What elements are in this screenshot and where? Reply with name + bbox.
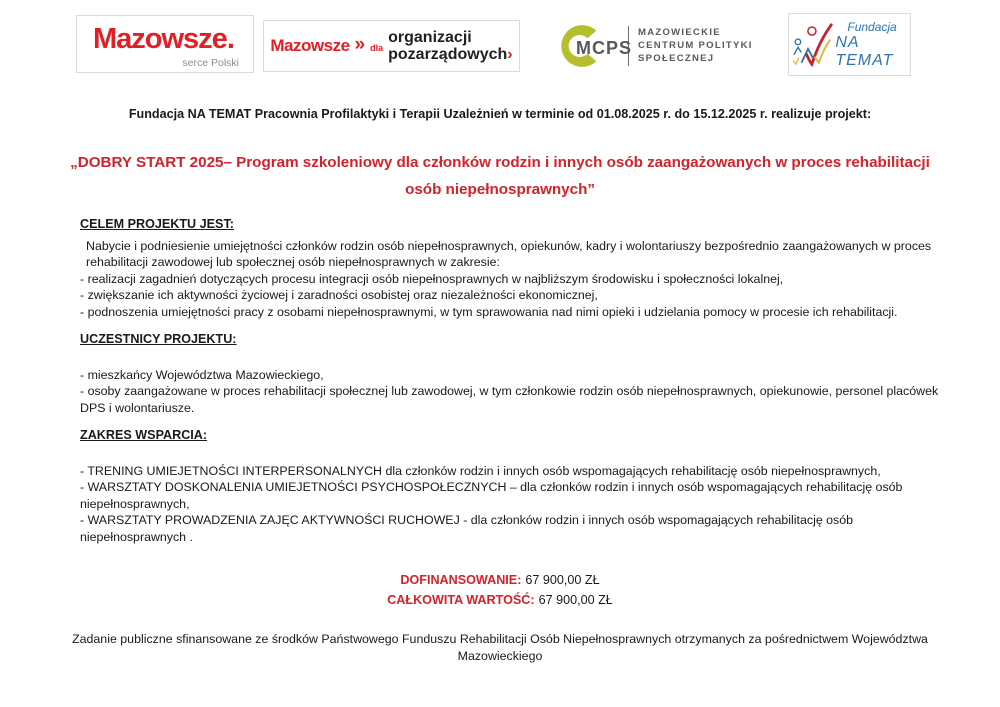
goal-heading: CELEM PROJEKTU JEST: [80, 217, 234, 231]
mazowsze-ngo-wordmark: Mazowsze [270, 36, 350, 55]
ngo-line1: organizacji [388, 28, 472, 46]
intro-line: Fundacja NA TEMAT Pracownia Profilaktyki i Terapii Uzależnień w terminie od 01.08.2025 r. do 15.12.2025 r. realizuje projekt: [128, 107, 872, 121]
na-temat-line1: Fundacja [847, 19, 897, 34]
total-value-value: 67 900,00 ZŁ [538, 593, 613, 607]
funding-label: DOFINANSOWANIE: [400, 573, 522, 587]
chevron-right-icon: › [507, 46, 513, 63]
double-chevron-icon: » [354, 34, 366, 55]
mcps-abbr: MCPS [576, 37, 633, 58]
goal-item: - realizacji zagadnień dotyczących procesu integracji osób niepełnosprawnych w najbliższym środowisku i społeczności lokalnej, [80, 271, 784, 286]
mazowsze-wordmark: Mazowsze. [93, 23, 234, 55]
section-goal [80, 216, 946, 321]
section-participants [80, 331, 946, 416]
mcps-name-line1: MAZOWIECKIE [638, 27, 721, 38]
mcps-mark [560, 22, 633, 70]
na-temat-wordmark [835, 20, 908, 70]
mazowsze-tagline: serce Polski [182, 57, 239, 69]
funding-value: 67 900,00 ZŁ [525, 573, 600, 587]
goal-intro: Nabycie i podniesienie umiejętności członków rodzin osób niepełnosprawnych, opiekunów, kadry i wolontariuszy bezpośrednio zaangażowanych w proces rehabilitacji zawodowej lub społecznej osób niepełnosprawnych w zakresie: [86, 238, 932, 270]
participants-item: - osoby zaangażowane w proces rehabilitacji społecznej lub zawodowej, w tym członkowie rodzin osób niepełnosprawnych, opiekunowie, personel placówek DPS i wolontariusze. [80, 384, 939, 415]
total-value-line [0, 590, 1000, 610]
support-scope-heading: ZAKRES WSPARCIA: [80, 428, 208, 442]
section-support-scope [80, 427, 946, 546]
goal-item: - zwiększanie ich aktywności życiowej i zaradności osobistej oraz niezależności ekonomicznej, [80, 288, 598, 303]
funding-block [0, 570, 1000, 610]
participants-item: - mieszkańcy Województwa Mazowieckiego, [80, 367, 324, 382]
mazowsze-logo [76, 15, 254, 73]
ngo-dla-label: dla [370, 42, 384, 53]
mcps-name [638, 26, 753, 65]
spacer [80, 348, 946, 367]
project-title: „DOBRY START 2025– Program szkoleniowy dla członków rodzin i innych osób zaangażowanych w proces rehabilitacji osób niepełnosprawnych” [70, 154, 930, 198]
na-temat-line2: NA TEMAT [835, 33, 894, 69]
footer-note: Zadanie publiczne sfinansowane ze środków Państwowego Funduszu Rehabilitacji Osób Niepełnosprawnych otrzymanych za pośrednictwem Województwa Mazowieckiego [72, 632, 928, 663]
support-scope-item: - WARSZTATY DOSKONALENIA UMIEJETNOŚCI PSYCHOSPOŁECZNYCH – dla członków rodzin i innych osób wspomagających rehabilitację osób niepełnosprawnych, [80, 480, 903, 511]
total-value-label: CAŁKOWITA WARTOŚĆ: [387, 593, 535, 607]
fundacja-na-temat-logo [788, 13, 911, 76]
people-checkmarks-icon [791, 17, 834, 73]
participants-heading: UCZESTNICY PROJEKTU: [80, 332, 237, 346]
support-scope-item: - TRENING UMIEJETNOŚCI INTERPERSONALNYCH dla członków rodzin i innych osób wspomagających rehabilitację osób niepełnosprawnych, [80, 463, 881, 478]
support-scope-item: - WARSZTATY PROWADZENIA ZAJĘC AKTYWNOŚCI RUCHOWEJ - dla członków rodzin i innych osób wspomagających rehabilitację osób niepełnosprawnych . [80, 513, 854, 544]
mcps-logo [560, 19, 772, 72]
ngo-organizacji-text [388, 29, 512, 64]
ngo-line2: pozarządowych› [388, 46, 513, 63]
mcps-name-line3: SPOŁECZNEJ [638, 53, 715, 64]
spacer [80, 444, 946, 463]
mcps-name-line2: CENTRUM POLITYKI [638, 40, 753, 51]
funding-line [0, 570, 1000, 590]
goal-item: - podnoszenia umiejętności pracy z osobami niepełnosprawnymi, w tym sprawowania nad nimi opieki i udzielania pomocy w procesie ich rehabilitacji. [80, 304, 898, 319]
mazowsze-ngo-logo [263, 20, 520, 72]
